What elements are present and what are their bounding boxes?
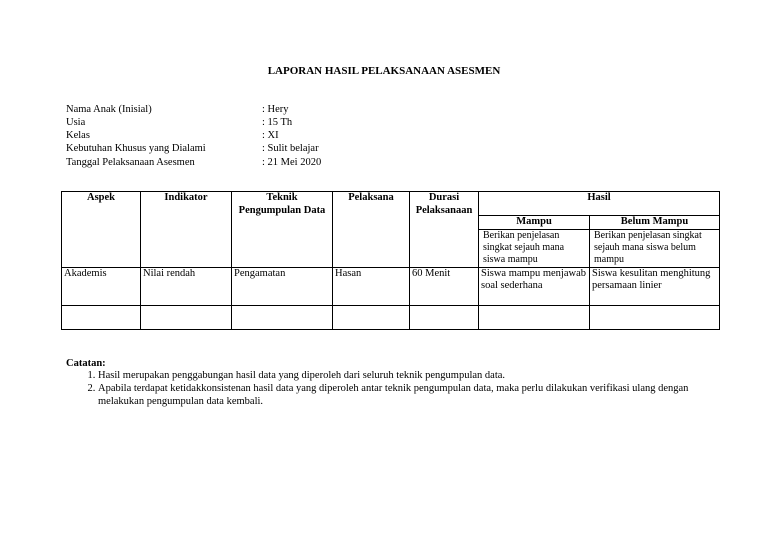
header-belum-mampu: Belum Mampu (590, 216, 720, 230)
info-value: : XI (262, 130, 279, 142)
student-info (66, 103, 321, 169)
mampu-description: Berikan penjelasan singkat sejauh mana siswa mampu (479, 229, 590, 267)
info-label: Nama Anak (Inisial) (66, 104, 152, 115)
cell-belum-mampu: Siswa kesulitan menghitung persamaan linier (590, 267, 720, 305)
info-label: Kelas (66, 130, 90, 142)
cell-indikator (141, 305, 232, 329)
info-row (66, 103, 321, 116)
info-row (66, 116, 321, 129)
note-item: 2. Apabila terdapat ketidakkonsistenan hasil data yang diperoleh antar teknik pengumpulan data, maka perlu dilakukan verifikasi ulang dengan melakukan pengumpulan data kembali. (98, 383, 706, 409)
cell-indikator: Nilai rendah (141, 267, 232, 305)
header-hasil: Hasil (479, 192, 720, 216)
info-value: : 15 Th (262, 117, 293, 129)
cell-aspek (62, 305, 141, 329)
header-durasi: Durasi Pelaksanaan (410, 192, 479, 268)
header-mampu: Mampu (479, 216, 590, 230)
info-label: Tanggal Pelaksanaan Asesmen (66, 156, 195, 168)
info-row (66, 156, 321, 169)
cell-pelaksana: Hasan (333, 267, 410, 305)
cell-durasi: 60 Menit (410, 267, 479, 305)
cell-durasi (410, 305, 479, 329)
notes-section (66, 357, 706, 409)
cell-teknik (232, 305, 333, 329)
cell-belum-mampu (590, 305, 720, 329)
table-row (62, 267, 720, 305)
header-teknik: Teknik Pengumpulan Data (232, 192, 333, 268)
notes-list (66, 370, 706, 408)
assessment-table (61, 191, 720, 330)
info-row (66, 142, 321, 155)
table-row (62, 305, 720, 329)
notes-heading: Catatan: (66, 358, 106, 369)
cell-mampu (479, 305, 590, 329)
header-aspek: Aspek (62, 192, 141, 268)
cell-pelaksana (333, 305, 410, 329)
info-row (66, 129, 321, 142)
header-pelaksana: Pelaksana (333, 192, 410, 268)
info-value: : Hery (262, 104, 289, 115)
belum-mampu-description: Berikan penjelasan singkat sejauh mana siswa belum mampu (590, 229, 720, 267)
cell-mampu: Siswa mampu menjawab soal sederhana (479, 267, 590, 305)
note-item: 1. Hasil merupakan penggabungan hasil data yang diperoleh dari seluruh teknik pengumpulan data. (98, 370, 706, 383)
document-title: LAPORAN HASIL PELAKSANAAN ASESMEN (267, 65, 501, 77)
info-value: : 21 Mei 2020 (262, 156, 322, 168)
cell-aspek: Akademis (62, 267, 141, 305)
header-indikator: Indikator (141, 192, 232, 268)
info-label: Kebutuhan Khusus yang Dialami (66, 143, 206, 155)
info-label: Usia (66, 117, 86, 129)
info-value: : Sulit belajar (262, 143, 319, 155)
cell-teknik: Pengamatan (232, 267, 333, 305)
